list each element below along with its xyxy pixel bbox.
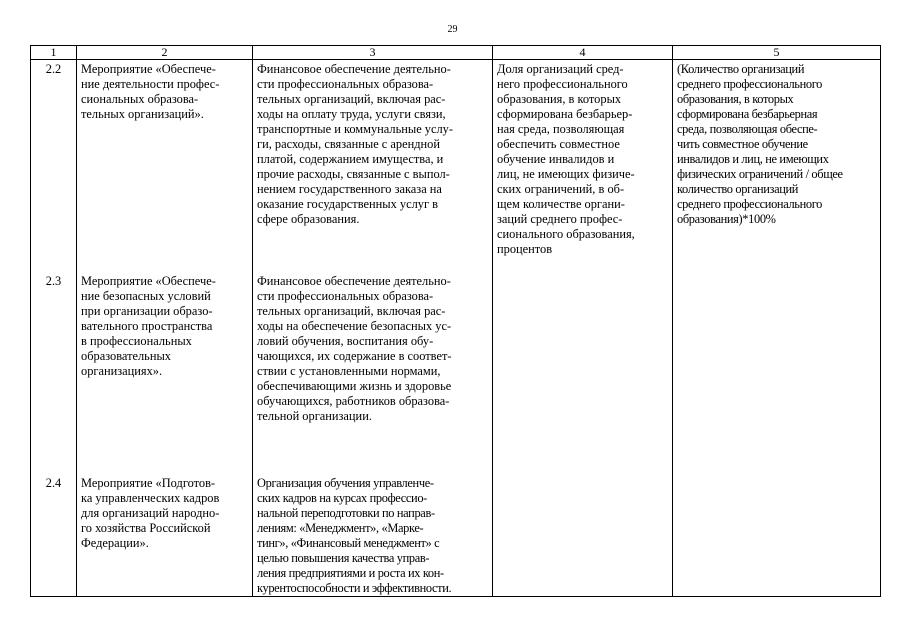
table-row — [31, 60, 881, 274]
event-name — [77, 60, 253, 274]
column-header-3: 3 — [253, 46, 493, 60]
description-text: Организация обучения управленче- ских кадров на курсах профессио- нальной переподготовки по направ- лениям: «Менеджмент», «Марке- тинг», «Финансовый менеджмент» с целью повышения качества управ- ления предприятиями и роста их кон- курентоспособности и эффективности. — [257, 475, 452, 595]
event-text: Мероприятие «Обеспече- ние безопасных условий при организации образо- вательного пространства в профессиональных образовательных организациях». — [81, 273, 216, 378]
table-header-row — [31, 46, 881, 60]
indicator-text: Доля организаций сред- него профессионального образования, в которых сформирована безбарьер- ная среда, позволяющая обеспечить совместное обучение инвалидов и лиц, не имеющих физиче- ских ограничений, в об- щем количестве органи- заций среднего профес- сионального образования, процентов — [497, 62, 635, 256]
event-description — [253, 60, 493, 274]
measures-table — [30, 45, 881, 597]
column-header-4: 4 — [493, 46, 673, 60]
description-text: Финансовое обеспечение деятельно- сти профессиональных образова- тельных организаций, включая рас- ходы на обеспечение безопасных ус- ловий обучения, воспитания обу- чающихся, их содержание в соответ- ствии с установленными нормами, обеспечивающими жизнь и здоровье обучающихся, работников образова- тельной организации. — [257, 273, 452, 423]
row-number: 2.4 — [31, 462, 77, 597]
event-name — [77, 274, 253, 462]
event-text: Мероприятие «Подготов- ка управленческих кадров для организаций народно- го хозяйства Российской Федерации». — [81, 475, 220, 550]
column-header-5: 5 — [673, 46, 881, 60]
indicator-name — [493, 60, 673, 597]
event-text: Мероприятие «Обеспече- ние деятельности профес- сиональных образова- тельных организаций». — [81, 62, 220, 121]
row-number: 2.2 — [31, 60, 77, 274]
formula-text: (Количество организаций среднего профессионального образования, в которых сформирована безбарьерная среда, позволяющая обеспе- чить совместное обучение инвалидов и лиц, не имеющих физических ограничений / общее количество организаций среднего профессионального образования)*100% — [677, 62, 843, 226]
column-header-1: 1 — [31, 46, 77, 60]
row-number: 2.3 — [31, 274, 77, 462]
event-name — [77, 462, 253, 597]
page-number: 29 — [447, 24, 458, 35]
event-description — [253, 274, 493, 462]
description-text: Финансовое обеспечение деятельно- сти профессиональных образова- тельных организаций, включая рас- ходы на оплату труда, услуги связи, транспортные и коммунальные услу- ги, расходы, связанные с арендной платой, содержанием имущества, и прочие расходы, связанные с выпол- нением государственного заказа на оказание государственных услуг в сфере образования. — [257, 62, 453, 226]
event-description — [253, 462, 493, 597]
indicator-formula — [673, 60, 881, 597]
column-header-2: 2 — [77, 46, 253, 60]
